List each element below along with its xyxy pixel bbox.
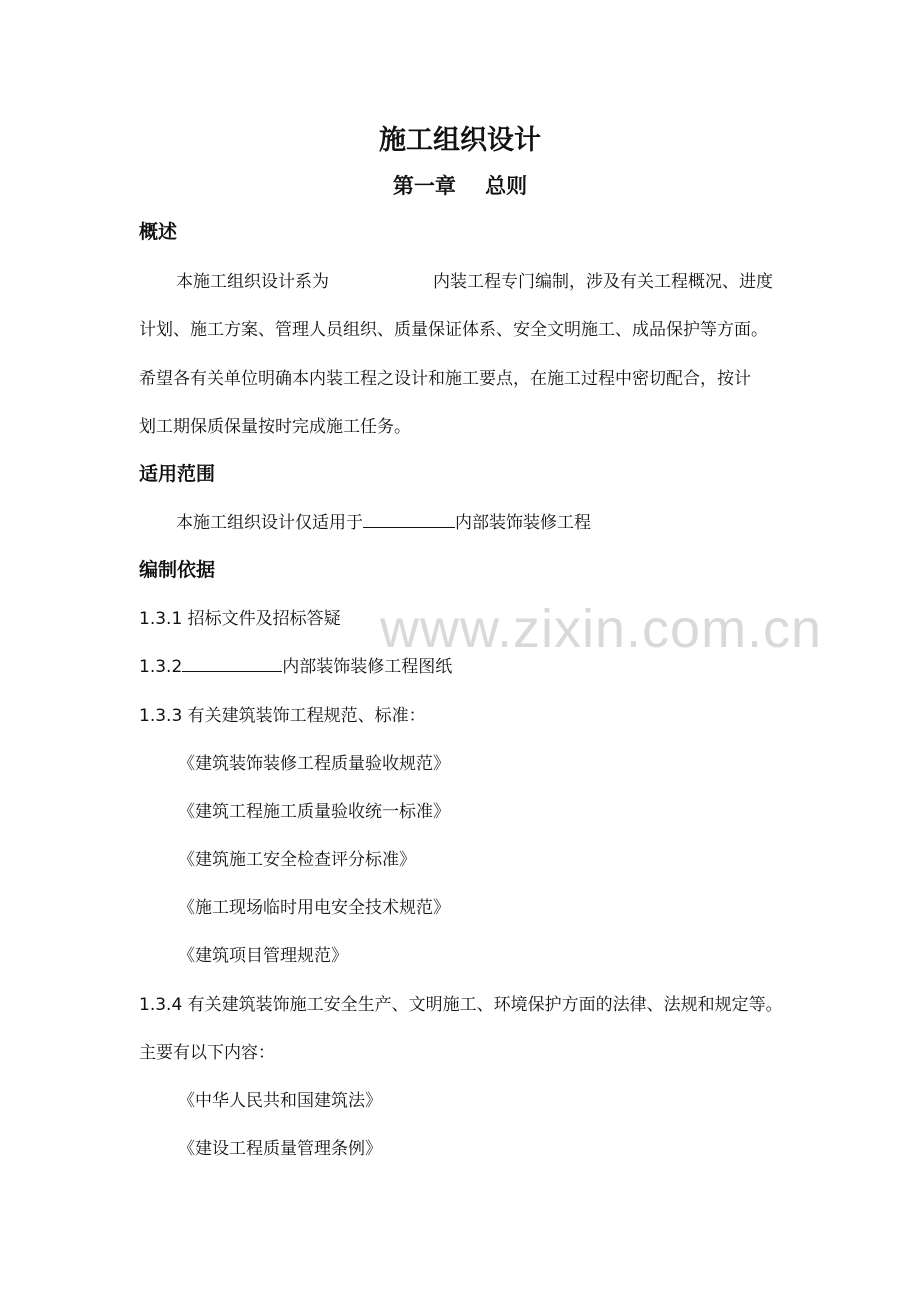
standard-item: 《建筑工程施工质量验收统一标准》	[178, 802, 450, 822]
main-content-label: 主要有以下内容：	[139, 1043, 275, 1063]
standard-item: 《建筑施工安全检查评分标准》	[178, 850, 416, 870]
standard-item: 《建筑项目管理规范》	[178, 946, 348, 966]
drawings-blank-underline	[182, 654, 282, 672]
scope-line	[176, 508, 591, 533]
watermark: www.zixin.com.cn	[380, 599, 823, 659]
overview-text-before-blank: 本施工组织设计系为	[176, 272, 329, 292]
standard-item: 《建筑装饰装修工程质量验收规范》	[178, 754, 450, 774]
section-heading-scope: 适用范围	[139, 463, 216, 485]
project-name-blank	[329, 270, 433, 287]
basis-item-1-3-2-text: 内部装饰装修工程图纸	[282, 657, 453, 677]
law-item: 《中华人民共和国建筑法》	[178, 1091, 382, 1111]
law-item: 《建设工程质量管理条例》	[178, 1139, 382, 1159]
overview-paragraph-line-3: 希望各有关单位明确本内装工程之设计和施工要点，在施工过程中密切配合，按计	[139, 369, 751, 389]
scope-blank-underline	[363, 510, 455, 528]
scope-text-after-blank: 内部装饰装修工程	[455, 513, 591, 533]
basis-item-1-3-2	[139, 652, 452, 677]
overview-text-after-blank: 内装工程专门编制，涉及有关工程概况、进度	[433, 272, 773, 292]
standard-item: 《施工现场临时用电安全技术规范》	[178, 898, 450, 918]
basis-item-1-3-1: 1.3.1 招标文件及招标答疑	[139, 609, 341, 629]
basis-item-1-3-3: 1.3.3 有关建筑装饰工程规范、标准：	[139, 706, 426, 726]
chapter-heading: 第一章 总则	[392, 174, 528, 198]
overview-paragraph-line-4: 划工期保质保量按时完成施工任务。	[139, 417, 411, 437]
basis-item-1-3-2-number: 1.3.2	[139, 657, 183, 677]
overview-paragraph-line-1	[176, 267, 773, 292]
basis-item-1-3-4: 1.3.4 有关建筑装饰施工安全生产、文明施工、环境保护方面的法律、法规和规定等。	[139, 995, 783, 1015]
document-title: 施工组织设计	[379, 125, 541, 156]
scope-text-before-blank: 本施工组织设计仅适用于	[176, 513, 363, 533]
section-heading-basis: 编制依据	[139, 559, 216, 581]
overview-paragraph-line-2: 计划、施工方案、管理人员组织、质量保证体系、安全文明施工、成品保护等方面。	[139, 320, 768, 340]
section-heading-overview: 概述	[139, 221, 178, 243]
